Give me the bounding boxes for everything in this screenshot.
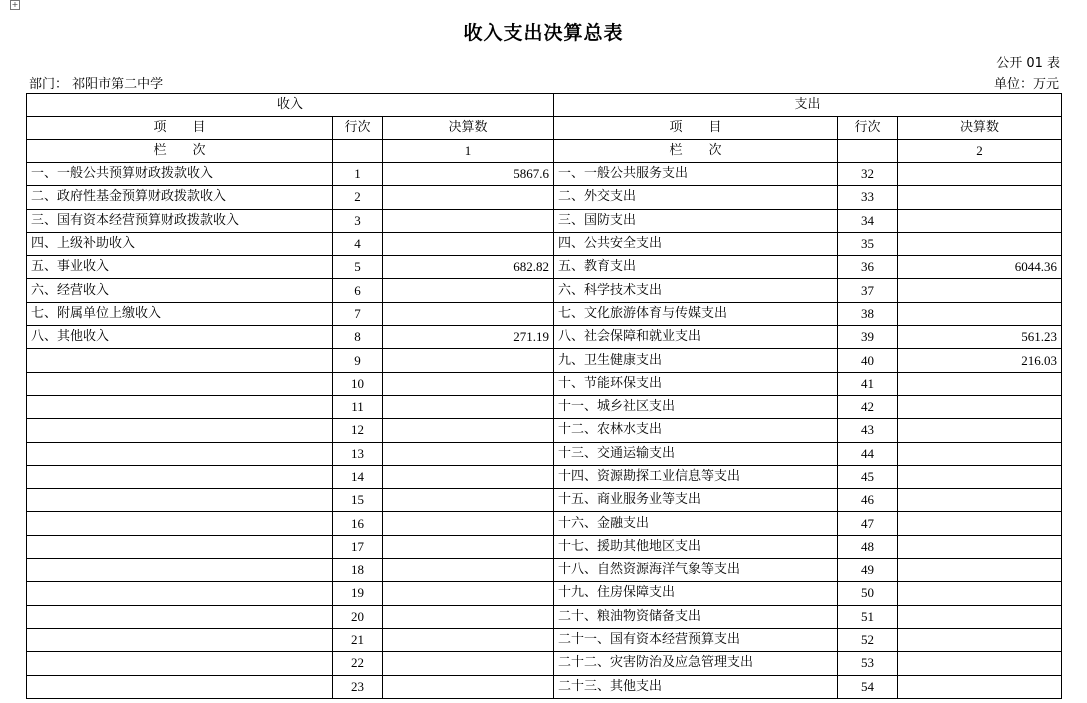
expense-row-number: 46 <box>838 489 898 512</box>
income-amount <box>383 279 554 302</box>
expense-row-number: 37 <box>838 279 898 302</box>
expense-amount <box>898 675 1062 698</box>
expense-row-number: 54 <box>838 675 898 698</box>
income-amount <box>383 209 554 232</box>
income-amount <box>383 605 554 628</box>
income-amount-header: 决算数 <box>383 117 554 140</box>
expense-item-name: 十五、商业服务业等支出 <box>554 489 838 512</box>
income-row-number: 7 <box>333 302 383 325</box>
table-row <box>27 232 1062 255</box>
expense-row-number: 40 <box>838 349 898 372</box>
expense-amount <box>898 232 1062 255</box>
income-item-name: 二、政府性基金预算财政拨款收入 <box>27 186 333 209</box>
expense-header: 支出 <box>554 94 1062 117</box>
table-row <box>27 582 1062 605</box>
expense-row-number: 35 <box>838 232 898 255</box>
income-row-number: 21 <box>333 628 383 651</box>
expense-item-name: 二十一、国有资本经营预算支出 <box>554 628 838 651</box>
income-item-name: 五、事业收入 <box>27 256 333 279</box>
income-amount <box>383 186 554 209</box>
expense-amount <box>898 489 1062 512</box>
income-amount <box>383 302 554 325</box>
expense-amount <box>898 279 1062 302</box>
expense-row-number: 49 <box>838 559 898 582</box>
expense-row-number: 36 <box>838 256 898 279</box>
income-item-header: 项 目 <box>27 117 333 140</box>
table-row <box>27 442 1062 465</box>
income-column-blank <box>333 140 383 163</box>
income-amount <box>383 349 554 372</box>
income-header: 收入 <box>27 94 554 117</box>
expense-amount-header: 决算数 <box>898 117 1062 140</box>
income-item-name: 四、上级补助收入 <box>27 232 333 255</box>
income-item-name <box>27 419 333 442</box>
expense-amount <box>898 535 1062 558</box>
table-row <box>27 419 1062 442</box>
income-row-number: 14 <box>333 465 383 488</box>
income-amount <box>383 395 554 418</box>
income-amount <box>383 512 554 535</box>
expense-amount: 216.03 <box>898 349 1062 372</box>
expense-item-name: 一、一般公共服务支出 <box>554 163 838 186</box>
summary-table <box>26 93 1062 699</box>
expense-item-name: 十六、金融支出 <box>554 512 838 535</box>
income-amount <box>383 419 554 442</box>
income-amount: 5867.6 <box>383 163 554 186</box>
expense-row-number: 47 <box>838 512 898 535</box>
income-row-number: 8 <box>333 326 383 349</box>
expense-column-label: 栏 次 <box>554 140 838 163</box>
expense-item-name: 七、文化旅游体育与传媒支出 <box>554 302 838 325</box>
income-item-name <box>27 559 333 582</box>
expense-row-number: 32 <box>838 163 898 186</box>
expense-row-number: 48 <box>838 535 898 558</box>
expense-item-name: 二十三、其他支出 <box>554 675 838 698</box>
expense-amount <box>898 605 1062 628</box>
expense-item-name: 十八、自然资源海洋气象等支出 <box>554 559 838 582</box>
expense-item-name: 二、外交支出 <box>554 186 838 209</box>
expense-row-number: 33 <box>838 186 898 209</box>
expense-amount <box>898 395 1062 418</box>
income-item-name <box>27 489 333 512</box>
income-item-name <box>27 628 333 651</box>
income-row-number: 15 <box>333 489 383 512</box>
income-amount <box>383 465 554 488</box>
income-column-number: 1 <box>383 140 554 163</box>
income-row-number: 20 <box>333 605 383 628</box>
table-row <box>27 372 1062 395</box>
table-row <box>27 326 1062 349</box>
expense-item-name: 十七、援助其他地区支出 <box>554 535 838 558</box>
expense-item-name: 十九、住房保障支出 <box>554 582 838 605</box>
expense-amount <box>898 559 1062 582</box>
form-number: 公开 01 表 <box>996 56 1060 71</box>
table-row <box>27 209 1062 232</box>
expense-amount <box>898 186 1062 209</box>
expense-item-name: 十四、资源勘探工业信息等支出 <box>554 465 838 488</box>
income-rowno-header: 行次 <box>333 117 383 140</box>
income-item-name <box>27 652 333 675</box>
table-row <box>27 163 1062 186</box>
income-amount <box>383 628 554 651</box>
expense-row-number: 52 <box>838 628 898 651</box>
expense-item-name: 十二、农林水支出 <box>554 419 838 442</box>
table-row <box>27 628 1062 651</box>
income-amount <box>383 372 554 395</box>
income-row-number: 16 <box>333 512 383 535</box>
page-title: 收入支出决算总表 <box>463 22 624 44</box>
expense-amount <box>898 442 1062 465</box>
expense-item-name: 二十二、灾害防治及应急管理支出 <box>554 652 838 675</box>
table-row <box>27 186 1062 209</box>
income-amount <box>383 232 554 255</box>
income-row-number: 5 <box>333 256 383 279</box>
income-item-name: 一、一般公共预算财政拨款收入 <box>27 163 333 186</box>
expense-amount <box>898 582 1062 605</box>
income-amount: 271.19 <box>383 326 554 349</box>
income-amount <box>383 442 554 465</box>
expense-row-number: 43 <box>838 419 898 442</box>
income-row-number: 1 <box>333 163 383 186</box>
expense-item-name: 九、卫生健康支出 <box>554 349 838 372</box>
table-row <box>27 512 1062 535</box>
table-row <box>27 652 1062 675</box>
expense-item-name: 十三、交通运输支出 <box>554 442 838 465</box>
unit-label: 单位：万元 <box>993 77 1059 92</box>
table-row <box>27 349 1062 372</box>
income-amount <box>383 652 554 675</box>
expense-column-blank <box>838 140 898 163</box>
income-item-name: 八、其他收入 <box>27 326 333 349</box>
income-amount <box>383 559 554 582</box>
income-item-name <box>27 372 333 395</box>
expense-item-name: 五、教育支出 <box>554 256 838 279</box>
expense-row-number: 39 <box>838 326 898 349</box>
expense-amount <box>898 652 1062 675</box>
department-label: 部门： 祁阳市第二中学 <box>29 77 164 92</box>
income-row-number: 22 <box>333 652 383 675</box>
table-row <box>27 489 1062 512</box>
expense-item-name: 三、国防支出 <box>554 209 838 232</box>
income-item-name <box>27 535 333 558</box>
table-row <box>27 395 1062 418</box>
income-item-name: 六、经营收入 <box>27 279 333 302</box>
income-row-number: 6 <box>333 279 383 302</box>
income-row-number: 10 <box>333 372 383 395</box>
income-amount <box>383 489 554 512</box>
expense-item-header: 项 目 <box>554 117 838 140</box>
expense-rowno-header: 行次 <box>838 117 898 140</box>
expense-row-number: 44 <box>838 442 898 465</box>
table-row <box>27 675 1062 698</box>
income-row-number: 11 <box>333 395 383 418</box>
table-row <box>27 535 1062 558</box>
income-item-name <box>27 675 333 698</box>
table-row <box>27 256 1062 279</box>
expense-row-number: 50 <box>838 582 898 605</box>
income-row-number: 23 <box>333 675 383 698</box>
income-item-name <box>27 349 333 372</box>
income-item-name <box>27 442 333 465</box>
income-item-name <box>27 395 333 418</box>
expense-item-name: 十一、城乡社区支出 <box>554 395 838 418</box>
expense-column-number: 2 <box>898 140 1062 163</box>
expense-item-name: 四、公共安全支出 <box>554 232 838 255</box>
expense-amount <box>898 209 1062 232</box>
expand-icon[interactable]: + <box>11 0 19 9</box>
income-item-name: 三、国有资本经营预算财政拨款收入 <box>27 209 333 232</box>
expense-item-name: 十、节能环保支出 <box>554 372 838 395</box>
expense-row-number: 53 <box>838 652 898 675</box>
expense-row-number: 34 <box>838 209 898 232</box>
income-row-number: 13 <box>333 442 383 465</box>
expense-amount <box>898 465 1062 488</box>
income-item-name: 七、附属单位上缴收入 <box>27 302 333 325</box>
income-row-number: 3 <box>333 209 383 232</box>
expense-amount <box>898 419 1062 442</box>
expense-amount <box>898 302 1062 325</box>
table-row <box>27 302 1062 325</box>
income-amount <box>383 675 554 698</box>
expense-row-number: 51 <box>838 605 898 628</box>
income-row-number: 19 <box>333 582 383 605</box>
expense-item-name: 六、科学技术支出 <box>554 279 838 302</box>
expense-amount: 561.23 <box>898 326 1062 349</box>
expense-row-number: 42 <box>838 395 898 418</box>
table-row <box>27 605 1062 628</box>
expense-row-number: 38 <box>838 302 898 325</box>
income-item-name <box>27 512 333 535</box>
income-row-number: 9 <box>333 349 383 372</box>
expense-item-name: 八、社会保障和就业支出 <box>554 326 838 349</box>
income-amount: 682.82 <box>383 256 554 279</box>
income-row-number: 17 <box>333 535 383 558</box>
expense-amount <box>898 512 1062 535</box>
expense-amount <box>898 628 1062 651</box>
expense-amount: 6044.36 <box>898 256 1062 279</box>
expense-row-number: 45 <box>838 465 898 488</box>
income-item-name <box>27 605 333 628</box>
table-row <box>27 465 1062 488</box>
expense-row-number: 41 <box>838 372 898 395</box>
table-row <box>27 559 1062 582</box>
income-row-number: 4 <box>333 232 383 255</box>
income-item-name <box>27 582 333 605</box>
income-row-number: 12 <box>333 419 383 442</box>
table-row <box>27 279 1062 302</box>
income-row-number: 2 <box>333 186 383 209</box>
expense-amount <box>898 163 1062 186</box>
income-row-number: 18 <box>333 559 383 582</box>
expense-item-name: 二十、粮油物资储备支出 <box>554 605 838 628</box>
income-item-name <box>27 465 333 488</box>
expense-amount <box>898 372 1062 395</box>
income-amount <box>383 582 554 605</box>
income-column-label: 栏 次 <box>27 140 333 163</box>
income-amount <box>383 535 554 558</box>
